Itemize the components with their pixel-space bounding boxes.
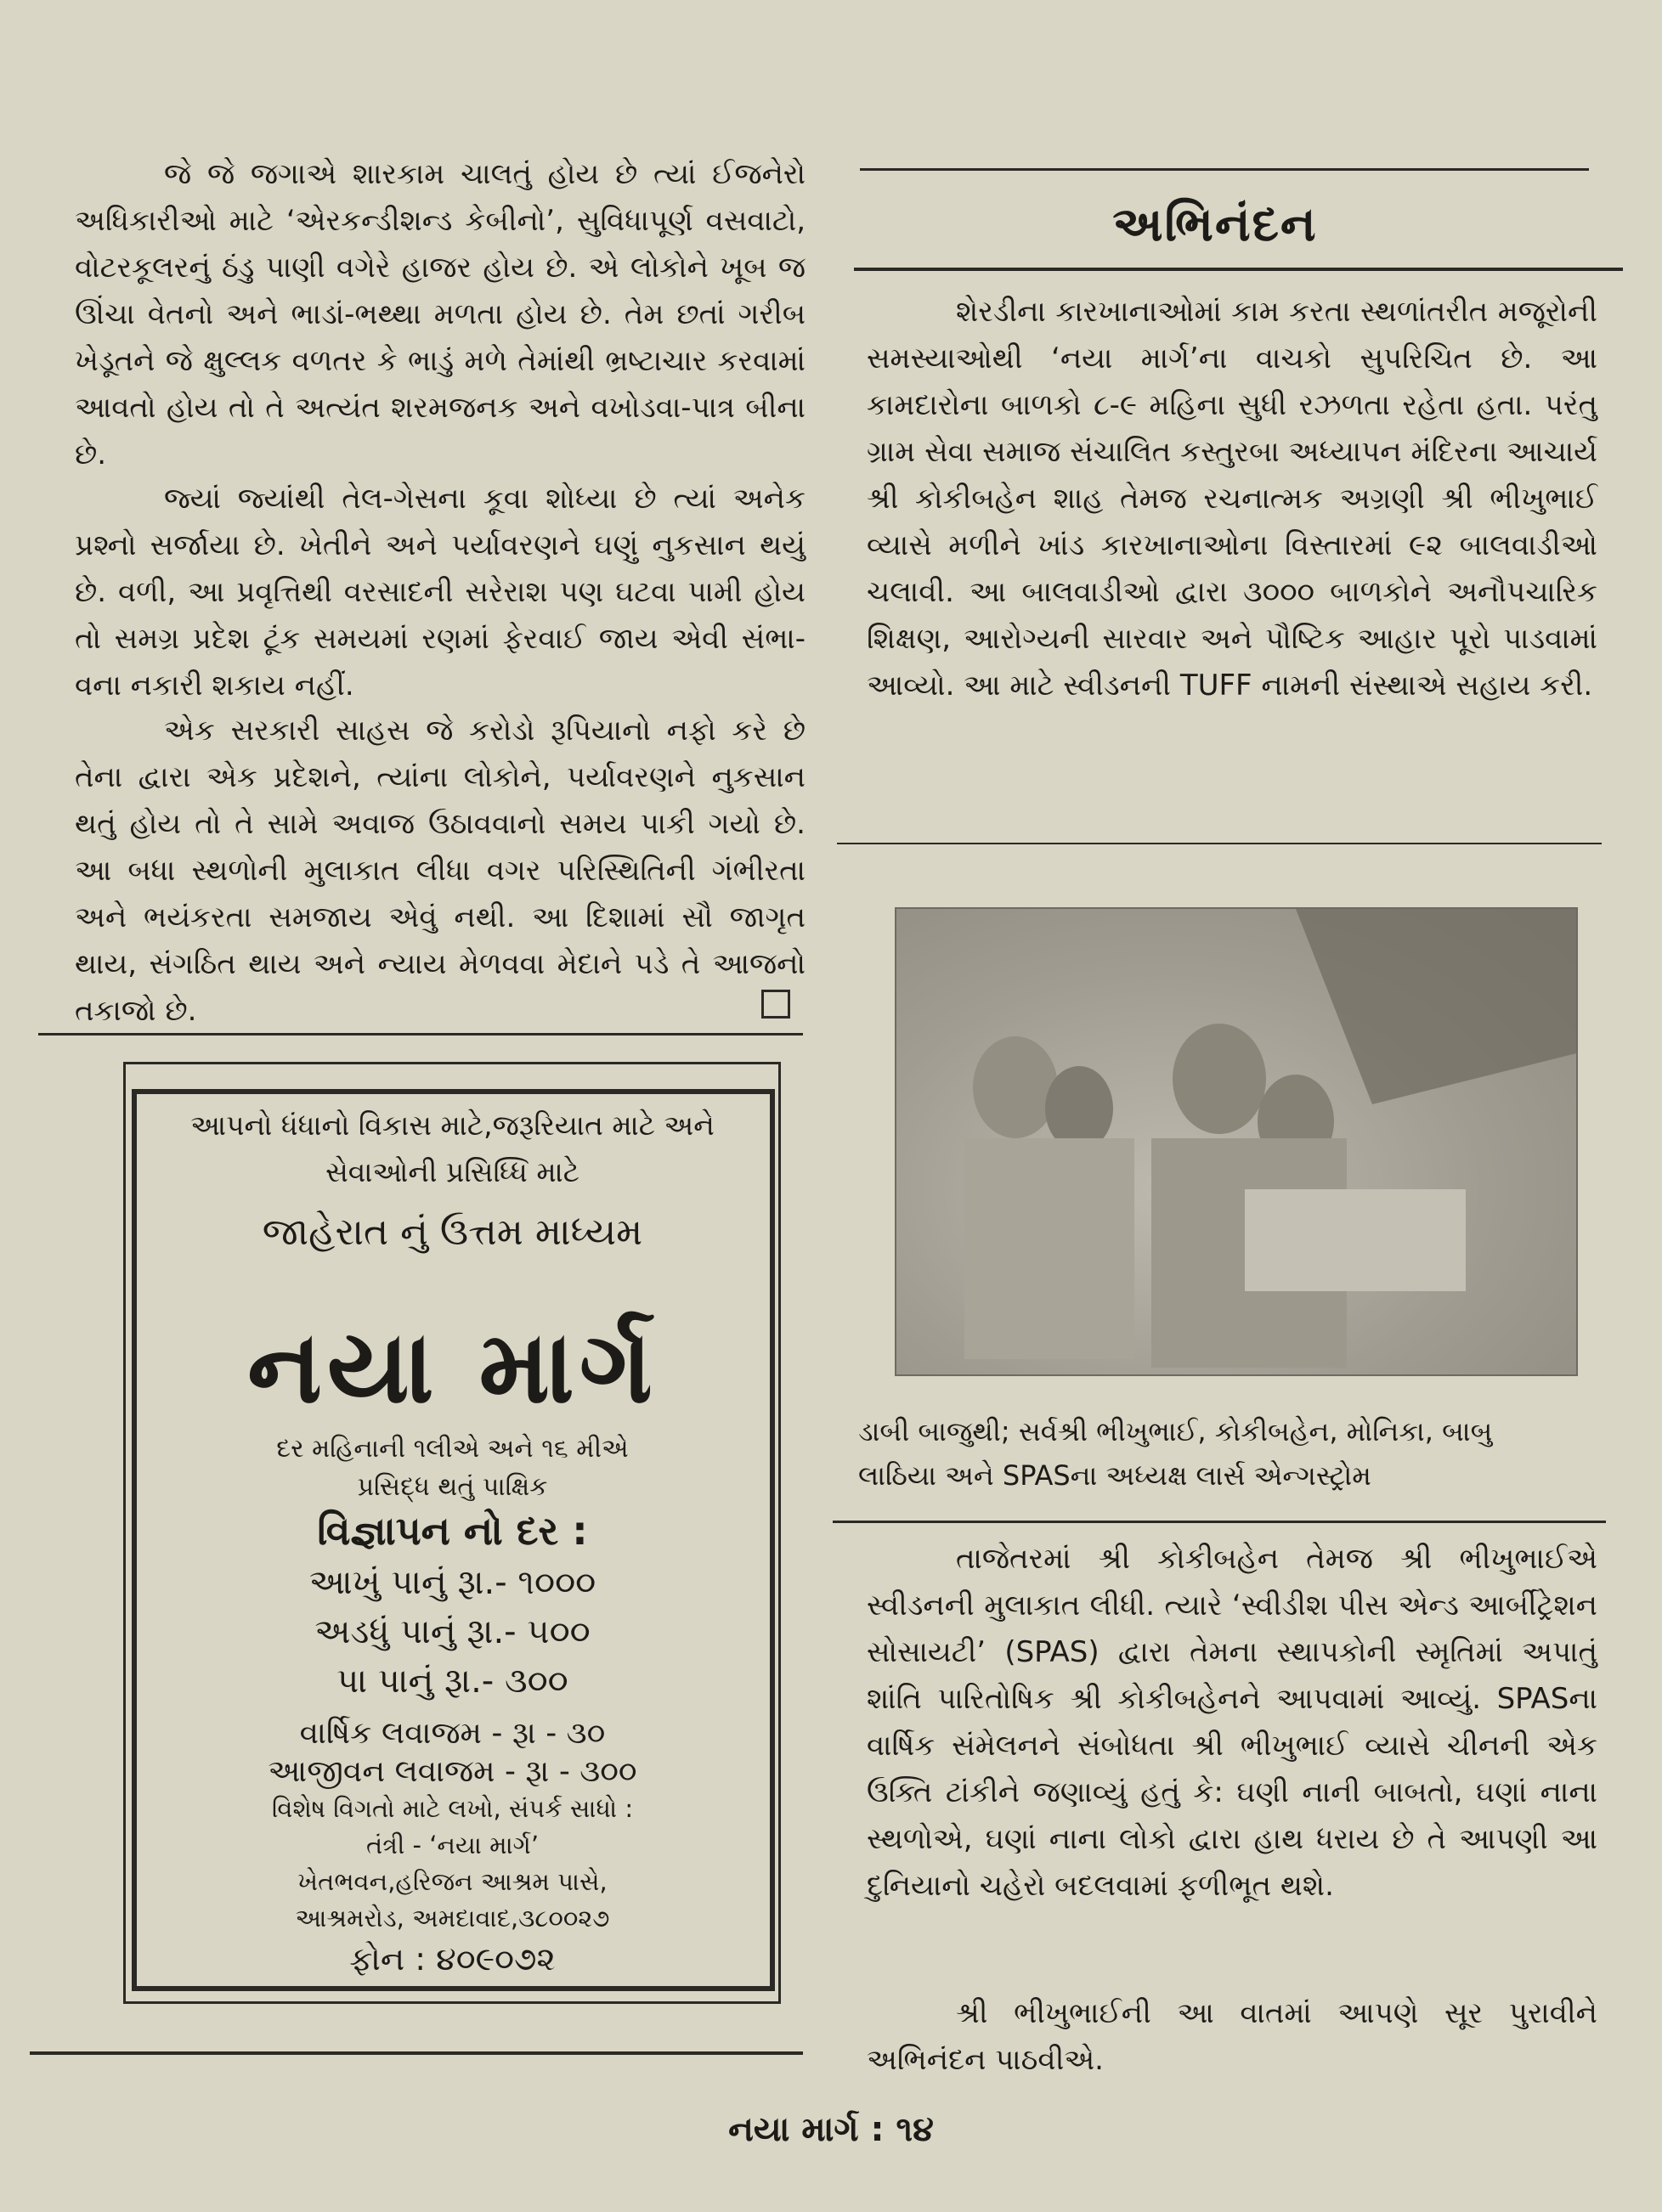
right-divider-heading [854,268,1623,271]
photo-placeholder-graphic [896,909,1576,1374]
ad-rate-quarter-page: પા પાનું રૂા.- ૩૦૦ [336,1662,568,1701]
photo-caption-line-1: ડાબી બાજુથી; સર્વશ્રી ભીખુભાઈ, કોકીબહેન, મોનિકા, બાબુ [858,1415,1493,1447]
ad-editor: તંત્રી - ‘નયા માર્ગ’ [365,1831,540,1859]
ad-address-1: ખેતભવન,હરિજન આશ્રમ પાસે, [297,1867,608,1896]
page-footer: નયા માર્ગ : ૧૪ [728,2110,934,2149]
right-divider-photo-top [837,843,1602,844]
ad-line-5: પ્રસિદ્ધ થતું પાક્ષિક [357,1472,548,1502]
section-heading: અભિનંદન [1112,197,1318,252]
ad-rate-half-page: અડધું પાનું રૂા.- ૫૦૦ [314,1612,591,1651]
ad-line-1: આપનો ધંધાનો વિકાસ માટે,જરૂરિયાત માટે અને [190,1109,715,1142]
ad-lifetime-subscription: આજીવન લવાજમ - રૂા - ૩૦૦ [268,1754,637,1789]
ad-magazine-name: નયા માર્ગ [247,1308,658,1425]
ad-rates-heading: વિજ્ઞાપન નો દર : [317,1508,588,1554]
left-paragraph-3: એક સરકારી સાહસ જે કરોડો રૂપિયાનો નફો કરે છે તેના દ્વારા એક પ્રદેશને, ત્યાંના લોકોને, પર્યાવરણને નુકસાન થતું હોય તો તે સામે અવાજ ઉઠાવવાનો સમય પાકી ગયો છે. આ બધા સ્થળોની મુલાકાત લીધા વગર પરિસ્થિતિની ગંભીરતા અને ભયંકરતા સમજાય એવું નથી. આ દિશામાં સૌ જાગૃત થાય, સંગઠિત થાય અને ન્યાય મેળવવા મેદાને પડે તે આજનો તકાજો છે. [75,714,806,1028]
left-divider-bottom [30,2051,803,2055]
right-paragraph-3: શ્રી ભીખુભાઈની આ વાતમાં આપણે સૂર પુરાવીને અભિનંદન પાઠવીએ. [867,1996,1597,2077]
photo-caption-line-2: લાઠિયા અને SPASના અધ્યક્ષ લાર્સ એન્ગસ્ટ્રોમ [858,1459,1371,1492]
ad-address-2: આશ્રમરોડ, અમદાવાદ,૩૮૦૦૨૭ [295,1904,610,1933]
ad-line-2: સેવાઓની પ્રસિધ્ધિ માટે [325,1155,579,1188]
ad-annual-subscription: વાર્ષિક લવાજમ - રૂા - ૩૦ [299,1716,606,1751]
right-divider-caption [833,1521,1606,1523]
ad-rate-full-page: આખું પાનું રૂા.- ૧૦૦૦ [308,1563,596,1602]
left-divider-top [38,1033,803,1035]
event-photograph [895,907,1578,1376]
left-paragraph-1: જે જે જગાએ શારકામ ચાલતું હોય છે ત્યાં ઈજનેરો અધિકારીઓ માટે ‘એરકન્ડીશન્ડ કેબીનો’, સુવિધાપૂર્ણ વસવાટો, વોટરકૂલરનું ઠંડુ પાણી વગેરે હાજર હોય છે. એ લોકોને ખૂબ જ ઊંચા વેતનો અને ભાડાં-ભથ્થા મળતા હોય છે. તેમ છતાં ગરીબ ખેડૂતને જે ક્ષુલ્લક વળતર કે ભાડું મળે તેમાંથી ભ્રષ્ટાચાર કરવામાં આવતો હોય તો તે અત્યંત શરમજનક અને વખોડવા-પાત્ર બીના છે. [75,157,806,471]
right-paragraph-2: તાજેતરમાં શ્રી કોકીબહેન તેમજ શ્રી ભીખુભાઈએ સ્વીડનની મુલાકાત લીધી. ત્યારે ‘સ્વીડીશ પીસ એન્ડ આર્બીટ્રેશન સોસાયટી’ (SPAS) દ્વારા તેમના સ્થાપકોની સ્મૃતિમાં અપાતું શાંતિ પારિતોષિક શ્રી કોકીબહેનને આપવામાં આવ્યું. SPASના વાર્ષિક સંમેલનને સંબોધતા શ્રી ભીખુભાઈ વ્યાસે ચીનની એક ઉક્તિ ટાંકીને જણાવ્યું હતું કે: ઘણી નાની બાબતો, ઘણાં નાના સ્થળોએ, ઘણાં નાના લોકો દ્વારા હાથ ધરાય છે તે આપણી આ દુનિયાનો ચહેરો બદલવામાં ફળીભૂત થશે. [867,1542,1597,1903]
left-paragraph-2: જ્યાં જ્યાંથી તેલ-ગેસના કૂવા શોધ્યા છે ત્યાં અનેક પ્રશ્નો સર્જાયા છે. ખેતીને અને પર્યાવરણને ઘણું નુકસાન થયું છે. વળી, આ પ્રવૃત્તિથી વરસાદની સરેરાશ પણ ઘટવા પામી હોય તો સમગ્ર પ્રદેશ ટૂંક સમયમાં રણમાં ફેરવાઈ જાય એવી સંભા-વના નકારી શકાય નહીં. [75,482,806,703]
ad-line-4: દર મહિનાની ૧લીએ અને ૧૬ મીએ [276,1434,629,1464]
end-mark-square [761,990,790,1019]
ad-line-3: જાહેરાત નું ઉત્તમ માધ્યમ [262,1210,643,1254]
right-divider-top [860,168,1589,171]
right-paragraph-1: શેરડીના કારખાનાઓમાં કામ કરતા સ્થળાંતરીત મજૂરોની સમસ્યાઓથી ‘નયા માર્ગ’ના વાચકો સુપરિચિત છે. આ કામદારોના બાળકો ૮-૯ મહિના સુધી રઝળતા રહેતા હતા. પરંતુ ગ્રામ સેવા સમાજ સંચાલિત કસ્તુરબા અધ્યાપન મંદિરના આચાર્ય શ્રી કોકીબહેન શાહ તેમજ રચનાત્મક અગ્રણી શ્રી ભીખુભાઈ વ્યાસે મળીને ખાંડ કારખાનાઓના વિસ્તારમાં ૯૨ બાલવાડીઓ ચલાવી. આ બાલવાડીઓ દ્વારા ૩૦૦૦ બાળકોને અનૌપચારિક શિક્ષણ, આરોગ્યની સારવાર અને પૌષ્ટિક આહાર પૂરો પાડવામાં આવ્યો. આ માટે સ્વીડનની TUFF નામની સંસ્થાએ સહાય કરી. [867,295,1597,703]
ad-phone: ફોન : ૪૦૯૦૭૨ [349,1940,556,1978]
ad-contact: વિશેષ વિગતો માટે લખો, સંપર્ક સાધો : [271,1794,634,1823]
